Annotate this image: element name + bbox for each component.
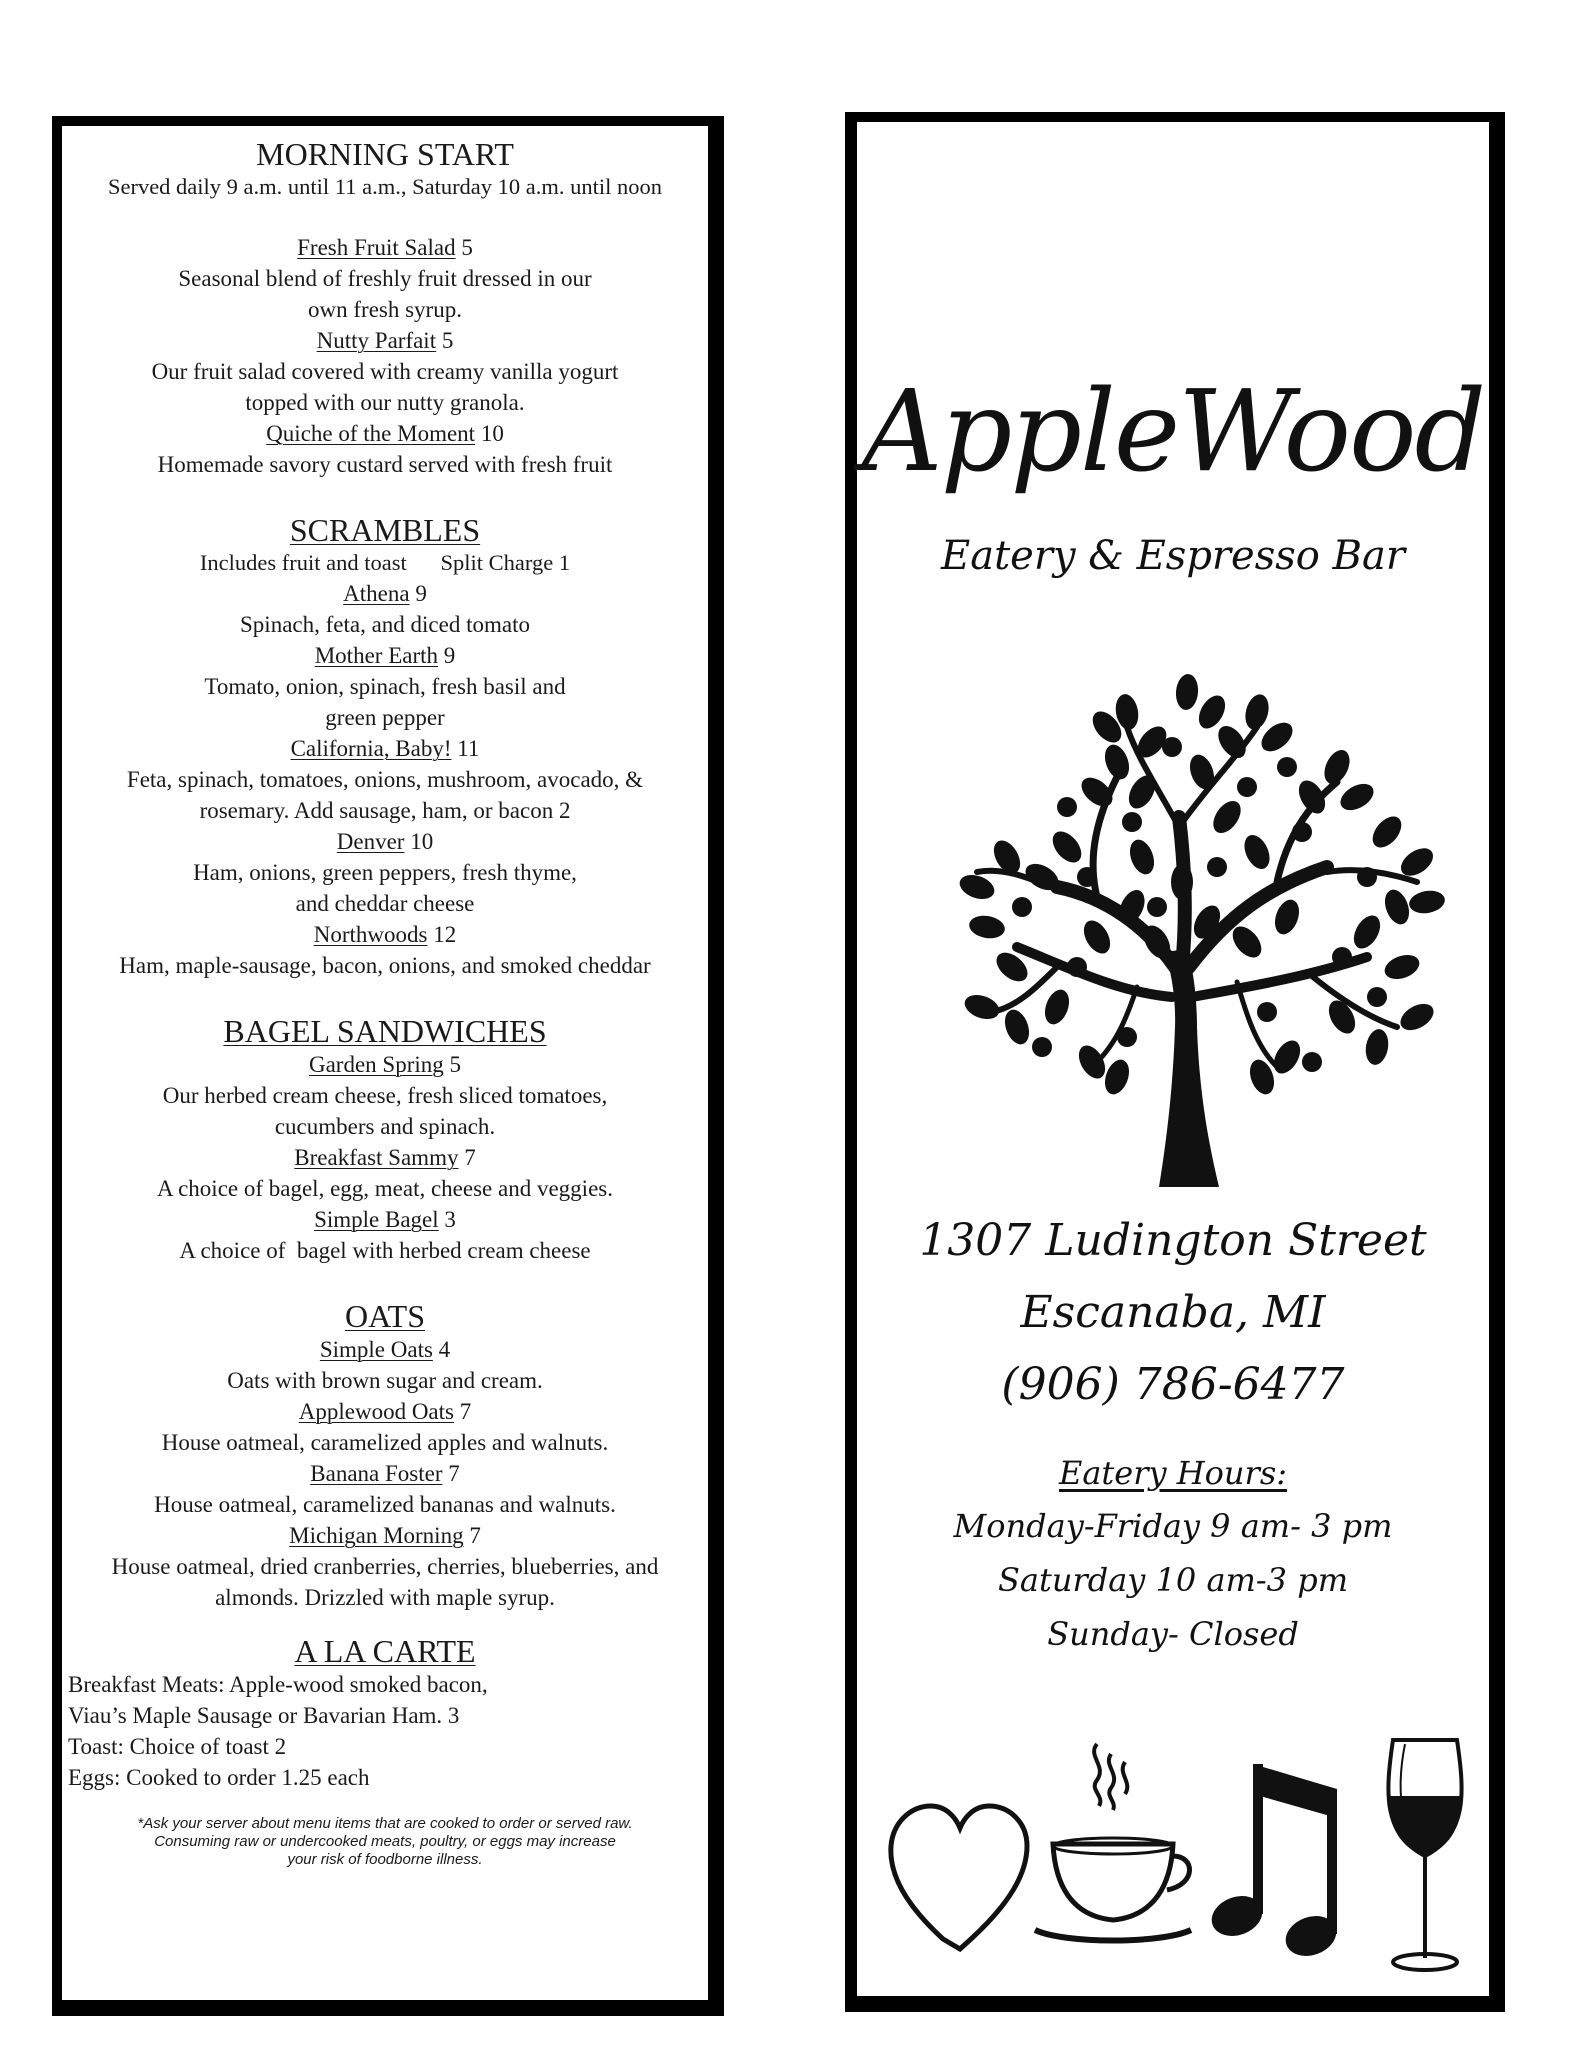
item-desc: House oatmeal, caramelized apples and walnuts. (161, 1430, 609, 1455)
item-desc: almonds. Drizzled with maple syrup. (215, 1585, 555, 1610)
menu-item (62, 1142, 708, 1173)
hours-line: Monday-Friday 9 am- 3 pm (953, 1507, 1393, 1545)
item-price: 7 (459, 1399, 472, 1424)
item-desc: Our fruit salad covered with creamy vanilla yogurt (151, 359, 619, 384)
item-price: 12 (433, 922, 457, 947)
item-price: 5 (449, 1052, 462, 1077)
menu-item (62, 325, 708, 356)
item-desc: Tomato, onion, spinach, fresh basil and (204, 674, 566, 699)
menu-item (62, 578, 708, 609)
menu-item (62, 640, 708, 671)
item-desc: Oats with brown sugar and cream. (227, 1368, 543, 1393)
menu-item (62, 1204, 708, 1235)
hours-block (857, 1447, 1489, 1661)
item-desc: own fresh syrup. (308, 297, 462, 322)
item-name: Mother Earth (314, 643, 438, 668)
item-name: Banana Foster (310, 1461, 443, 1486)
brand-logo-text: AppleWood (861, 367, 1485, 497)
menu-item (62, 1458, 708, 1489)
icon-row (885, 1734, 1485, 1984)
item-price: 10 (410, 829, 434, 854)
item-name: Athena (343, 581, 410, 606)
section-title-morning-start: MORNING START (256, 136, 514, 172)
item-name: Applewood Oats (298, 1399, 454, 1424)
hours-line: Sunday- Closed (1047, 1615, 1299, 1653)
item-desc: Ham, maple-sausage, bacon, onions, and smoked cheddar (119, 953, 651, 978)
menu-item (62, 1520, 708, 1551)
item-desc: green pepper (325, 705, 445, 730)
item-desc: Spinach, feta, and diced tomato (240, 612, 530, 637)
carte-line: Viau’s Maple Sausage or Bavarian Ham. 3 (68, 1703, 460, 1728)
item-name: Garden Spring (308, 1052, 444, 1077)
disclaimer-line: your risk of foodborne illness. (287, 1851, 483, 1868)
menu-content (62, 136, 708, 1869)
item-price: 3 (444, 1207, 456, 1232)
food-safety-disclaimer (62, 1815, 708, 1869)
section-title-scrambles: SCRAMBLES (289, 512, 481, 548)
item-desc: A choice of bagel with herbed cream cheese (179, 1238, 591, 1263)
item-price: 4 (438, 1337, 451, 1362)
street-address: 1307 Ludington Street (919, 1215, 1427, 1266)
item-price: 9 (415, 581, 427, 606)
item-desc: House oatmeal, caramelized bananas and walnuts. (154, 1492, 616, 1517)
carte-line: Toast: Choice of toast 2 (68, 1734, 287, 1759)
section-title-bagel-sandwiches: BAGEL SANDWICHES (223, 1013, 547, 1049)
heart-icon (891, 1806, 1027, 1949)
menu-item (62, 418, 708, 449)
item-price: 10 (480, 421, 504, 446)
item-name: Fresh Fruit Salad (297, 235, 456, 260)
item-name: Nutty Parfait (316, 328, 437, 353)
item-desc: House oatmeal, dried cranberries, cherries, blueberries, and (111, 1554, 659, 1579)
item-desc: Ham, onions, green peppers, fresh thyme, (193, 860, 577, 885)
item-desc: A choice of bagel, egg, meat, cheese and veggies. (157, 1176, 613, 1201)
hours-title: Eatery Hours: (1058, 1454, 1288, 1492)
item-name: Simple Oats (319, 1337, 433, 1362)
item-name: Simple Bagel (314, 1207, 439, 1232)
item-price: 11 (457, 736, 480, 761)
disclaimer-line: *Ask your server about menu items that are cooked to order or served raw. (137, 1815, 633, 1832)
apple-tree-icon (947, 667, 1447, 1187)
phone-number: (906) 786-6477 (1001, 1359, 1345, 1410)
item-desc: and cheddar cheese (295, 891, 475, 916)
item-desc: Homemade savory custard served with fresh fruit (157, 452, 613, 477)
item-name: California, Baby! (290, 736, 452, 761)
item-name: Breakfast Sammy (294, 1145, 459, 1170)
item-price: 5 (461, 235, 473, 260)
section-title-a-la-carte: A LA CARTE (294, 1633, 476, 1669)
hours-line: Saturday 10 am-3 pm (997, 1561, 1349, 1599)
item-price: 5 (441, 328, 454, 353)
item-name: Michigan Morning (289, 1523, 464, 1548)
item-desc: Feta, spinach, tomatoes, onions, mushroom, avocado, & (126, 767, 644, 792)
item-name: Denver (336, 829, 405, 854)
item-price: 7 (464, 1145, 476, 1170)
menu-panel (52, 116, 724, 2016)
section-subtitle-scrambles: Includes fruit and toast Split Charge 1 (199, 550, 571, 575)
item-name: Quiche of the Moment (266, 421, 476, 446)
section-subtitle-morning: Served daily 9 a.m. until 11 a.m., Saturday 10 a.m. until noon (107, 174, 663, 199)
item-price: 9 (443, 643, 456, 668)
item-desc: rosemary. Add sausage, ham, or bacon 2 (199, 798, 571, 823)
menu-item (62, 919, 708, 950)
menu-item (62, 1049, 708, 1080)
menu-item (62, 232, 708, 263)
item-desc: Seasonal blend of freshly fruit dressed in our (178, 266, 592, 291)
brand-tagline: Eatery & Espresso Bar (941, 533, 1405, 579)
item-desc: topped with our nutty granola. (245, 390, 525, 415)
item-name: Northwoods (313, 922, 428, 947)
carte-line: Eggs: Cooked to order 1.25 each (68, 1765, 370, 1790)
menu-item (62, 1396, 708, 1427)
section-title-oats: OATS (344, 1298, 425, 1334)
carte-line: Breakfast Meats: Apple-wood smoked bacon, (68, 1672, 488, 1697)
item-desc: Our herbed cream cheese, fresh sliced tomatoes, (162, 1083, 608, 1108)
coffee-cup-icon (1035, 1744, 1191, 1941)
music-note-icon (1206, 1764, 1342, 1963)
cover-panel (845, 112, 1505, 2012)
menu-item (62, 1334, 708, 1365)
item-price: 7 (448, 1461, 460, 1486)
city-state: Escanaba, MI (1020, 1287, 1326, 1338)
wine-glass-icon (1388, 1740, 1462, 1970)
menu-item (62, 826, 708, 857)
item-desc: cucumbers and spinach. (274, 1114, 496, 1139)
menu-item (62, 733, 708, 764)
address-block (857, 1205, 1489, 1421)
item-price: 7 (469, 1523, 481, 1548)
disclaimer-line: Consuming raw or undercooked meats, poultry, or eggs may increase (154, 1833, 616, 1850)
